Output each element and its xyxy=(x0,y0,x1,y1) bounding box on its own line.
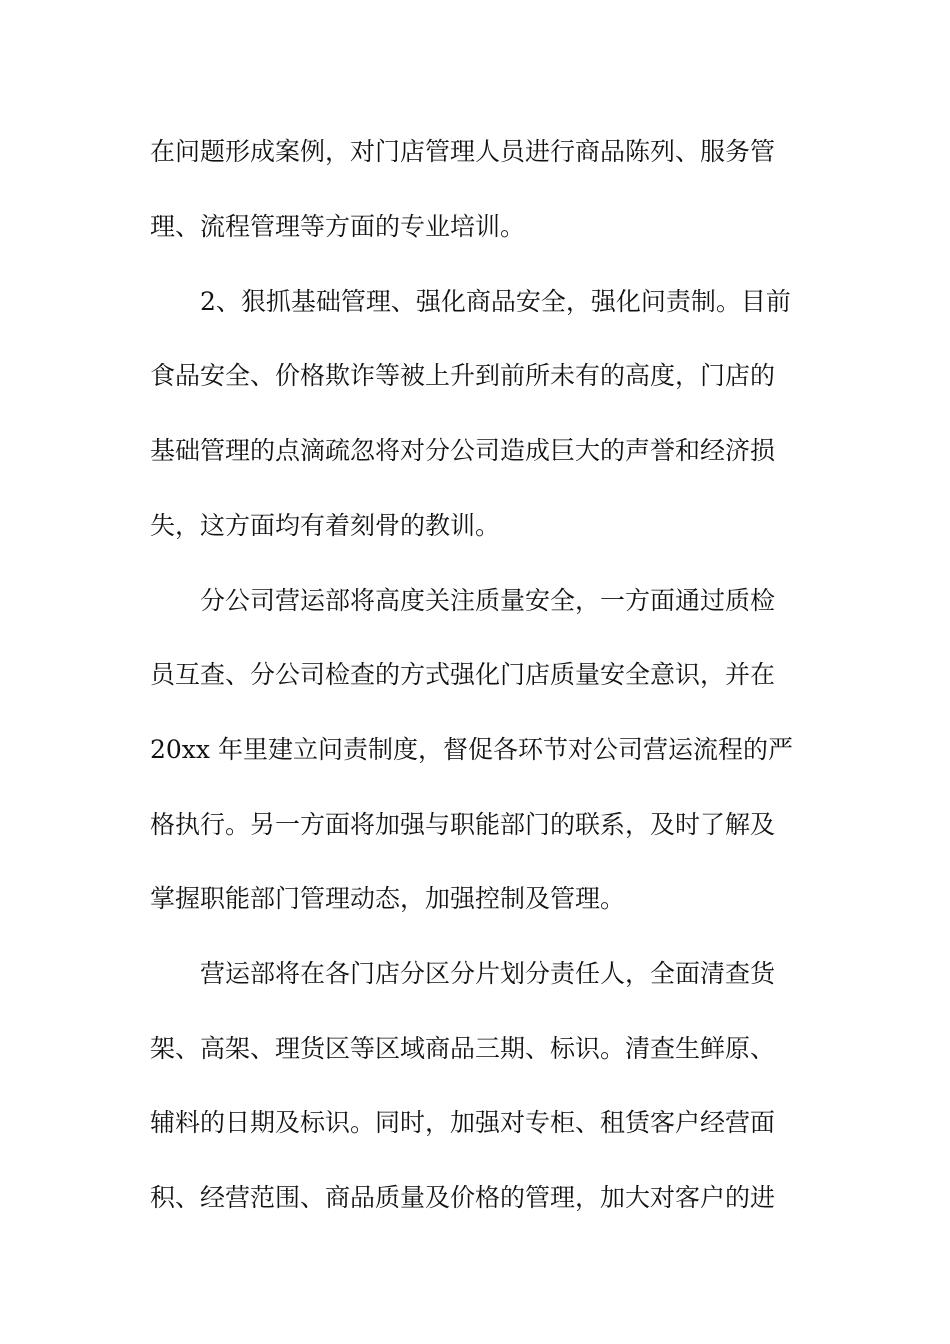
text-line-15: 积、经营范围、商品质量及价格的管理，加大对客户的进 xyxy=(150,1183,776,1212)
paragraph-4-start: 营运部将在各门店分区分片划分责任人，全面清查货 xyxy=(200,959,776,988)
paragraph-2-start: 2、狠抓基础管理、强化商品安全，强化问责制。目前 xyxy=(200,287,791,316)
text-line-4: 食品安全、价格欺诈等被上升到前所未有的高度，门店的 xyxy=(150,361,776,390)
text-line-14: 辅料的日期及标识。同时，加强对专柜、租赁客户经营面 xyxy=(150,1108,776,1137)
text-line-10: 格执行。另一方面将加强与职能部门的联系，及时了解及 xyxy=(150,810,776,839)
text-line-2: 理、流程管理等方面的专业培训。 xyxy=(150,212,526,241)
text-line-13: 架、高架、理货区等区域商品三期、标识。清查生鲜原、 xyxy=(150,1034,776,1063)
text-line-5: 基础管理的点滴疏忽将对分公司造成巨大的声誉和经济损 xyxy=(150,436,776,465)
text-line-11: 掌握职能部门管理动态，加强控制及管理。 xyxy=(150,884,626,913)
paragraph-3-start: 分公司营运部将高度关注质量安全，一方面通过质检 xyxy=(200,586,776,615)
text-line-8: 员互查、分公司检查的方式强化门店质量安全意识，并在 xyxy=(150,660,776,689)
text-line-1: 在问题形成案例，对门店管理人员进行商品陈列、服务管 xyxy=(150,137,776,166)
text-line-6: 失，这方面均有着刻骨的教训。 xyxy=(150,511,501,540)
text-line-9: 20xx 年里建立问责制度，督促各环节对公司营运流程的严 xyxy=(150,735,793,764)
